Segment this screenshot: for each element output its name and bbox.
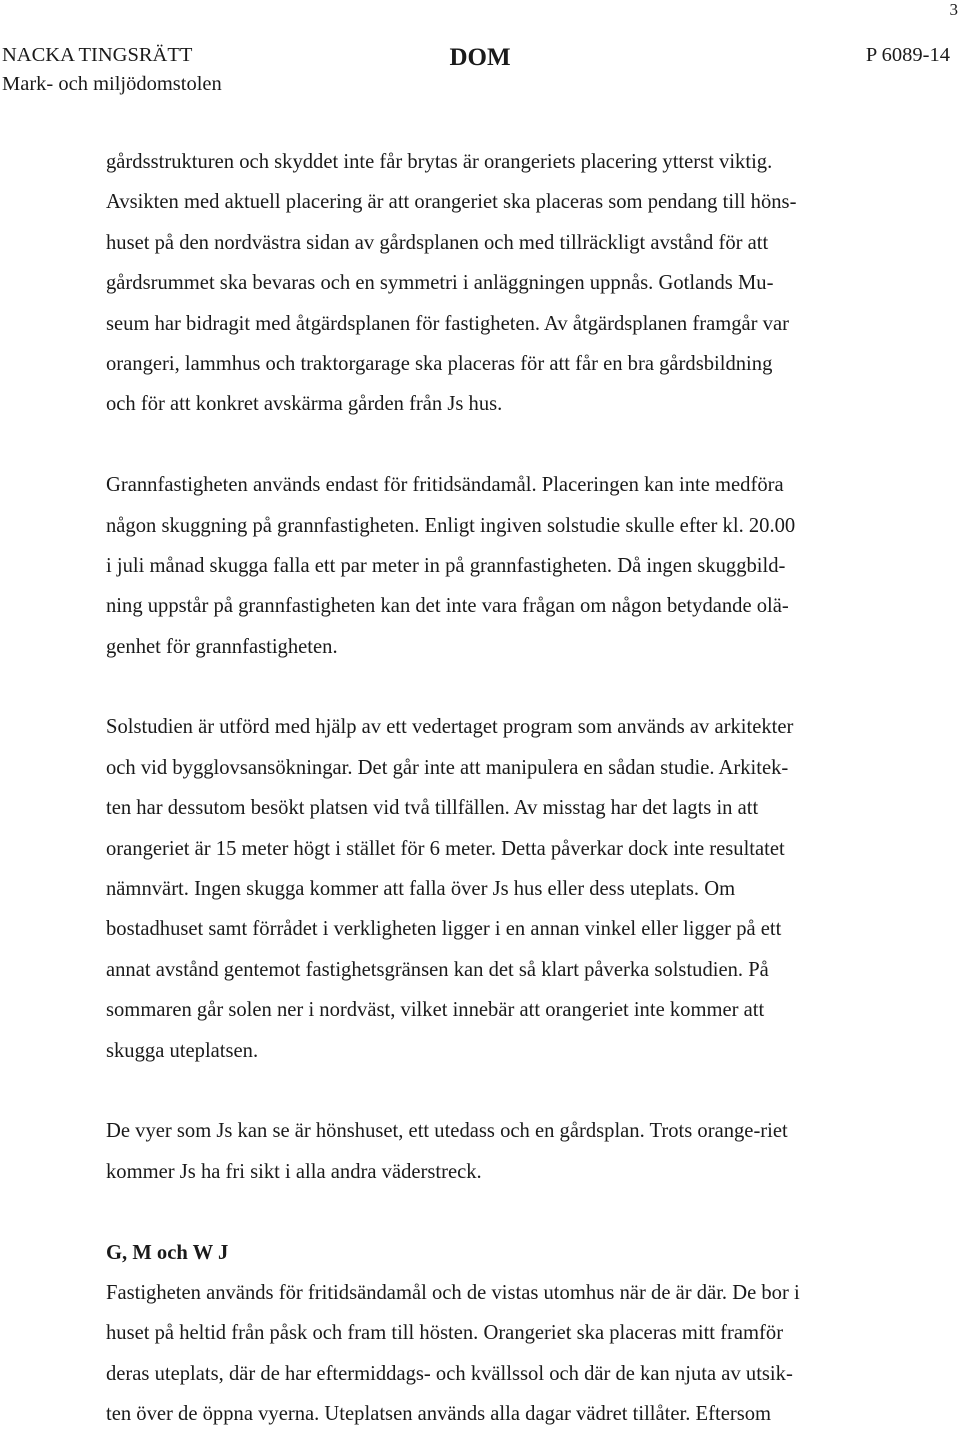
text-line: någon skuggning på grannfastigheten. Enligt ingiven solstudie skulle efter kl. 20.00 [106,514,796,537]
paragraph [106,1111,896,1192]
text-line: orangeri, lammhus och traktorgarage ska placeras för att får en bra gårdsbildning [106,352,773,375]
text-line: ten över de öppna vyerna. Uteplatsen används alla dagar vädret tillåter. Eftersom [106,1403,772,1426]
page-number: 3 [949,0,958,19]
paragraph-spacer [106,425,896,465]
text-line: och för att konkret avskärma gården från Js hus. [106,393,503,416]
document-type: DOM [449,44,511,71]
text-line: ning uppstår på grannfastigheten kan det inte vara frågan om någon betydande olä- [106,595,789,618]
text-line: De vyer som Js kan se är hönshuset, ett utedass och en gårdsplan. Trots orange-riet [106,1120,788,1143]
text-line: annat avstånd gentemot fastighetsgränsen kan det så klart påverka solstudien. På [106,958,769,981]
paragraph-spacer [106,1071,896,1111]
text-line: sommaren går solen ner i nordväst, vilket innebär att orangeriet inte kommer att [106,999,765,1022]
text-line: Grannfastigheten används endast för fritidsändamål. Placeringen kan inte medföra [106,474,784,497]
court-division: Mark- och miljödomstolen [2,73,222,95]
court-name: NACKA TINGSRÄTT [2,44,193,66]
paragraph-spacer [106,667,896,707]
paragraph-spacer [106,1192,896,1232]
text-line: bostadhuset samt förrådet i verkligheten ligger i en annan vinkel eller ligger på ett [106,918,782,941]
text-line: Fastigheten används för fritidsändamål och de vistas utomhus när de är där. De bor i [106,1281,800,1304]
text-line: genhet för grannfastigheten. [106,635,338,658]
text-line: gårdsrummet ska bevaras och en symmetri i anläggningen uppnås. Gotlands Mu- [106,272,774,295]
text-line: Solstudien är utförd med hjälp av ett vedertaget program som används av arkitekter [106,716,794,739]
text-line: ten har dessutom besökt platsen vid två tillfällen. Av misstag har det lagts in att [106,797,759,820]
text-line: gårdsstrukturen och skyddet inte får brytas är orangeriets placering ytterst viktig. [106,151,773,173]
text-line: skugga uteplatsen. [106,1039,259,1062]
text-line: huset på den nordvästra sidan av gårdsplanen och med tillräckligt avstånd för att [106,231,769,254]
paragraph [106,707,896,1071]
text-line: kommer Js ha fri sikt i alla andra väderstreck. [106,1160,482,1183]
case-number: P 6089-14 [865,44,950,66]
text-line: seum har bidragit med åtgärdsplanen för fastigheten. Av åtgärdsplanen framgår var [106,312,789,335]
text-line: i juli månad skugga falla ett par meter in på grannfastigheten. Då ingen skuggbild- [106,554,786,577]
paragraph [106,465,896,667]
text-line: deras uteplats, där de har eftermiddags- och kvällssol och där de kan njuta av utsik- [106,1362,793,1385]
text-line: huset på heltid från påsk och fram till hösten. Orangeriet ska placeras mitt framför [106,1322,784,1345]
document-header [0,41,960,101]
text-line: Avsikten med aktuell placering är att orangeriet ska placeras som pendang till höns- [106,191,797,214]
section-heading: G, M och W J [106,1241,229,1264]
document-body [106,142,896,1435]
section [106,1233,896,1435]
paragraph [106,142,896,425]
text-line: och vid bygglovsansökningar. Det går inte att manipulera en sådan studie. Arkitek- [106,756,789,779]
text-line: nämnvärt. Ingen skugga kommer att falla över Js hus eller dess uteplats. Om [106,878,736,901]
text-line: orangeriet är 15 meter högt i stället för 6 meter. Detta påverkar dock inte resultatet [106,837,785,860]
